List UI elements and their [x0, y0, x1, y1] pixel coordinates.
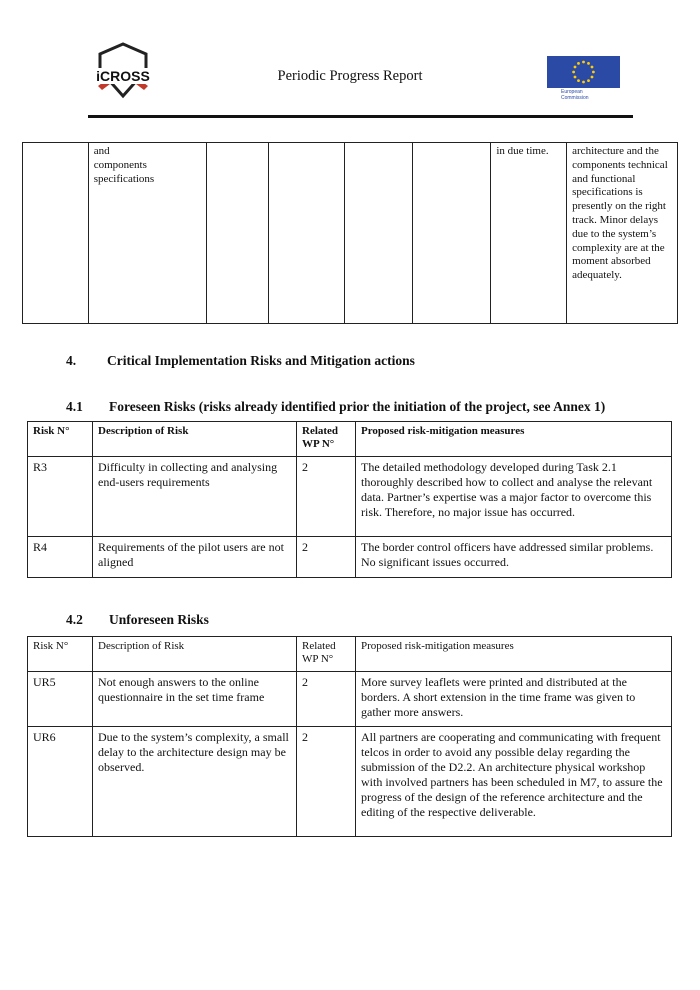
table-cell: R4: [28, 537, 93, 578]
column-header: Description of Risk: [93, 637, 297, 672]
page-header: [0, 0, 700, 125]
column-header: Proposed risk-mitigation measures: [356, 637, 672, 672]
foreseen-risks-table: [27, 421, 672, 578]
table-cell: All partners are cooperating and communicating with frequent telcos in order to avoid any possible delay regarding the submission of the D2.2. An architecture physical workshop with involved partners has been scheduled in M7, to assure the progress of the design of the reference architecture and the editing of the respective deliverable.: [356, 727, 672, 837]
table-cell: UR6: [28, 727, 93, 837]
table-cell: [269, 143, 345, 324]
table-cell: More survey leaflets were printed and distributed at the borders. A short extension in the time frame was given to gather more answers.: [356, 672, 672, 727]
table-row: [28, 727, 672, 837]
section-number: 4.2: [66, 612, 83, 627]
table-cell: Due to the system’s complexity, a small delay to the architecture design may be observed.: [93, 727, 297, 837]
table-cell: Difficulty in collecting and analysing end-users requirements: [93, 457, 297, 537]
column-header: Risk N°: [28, 637, 93, 672]
section-number: 4.1: [66, 399, 83, 414]
document-title: Periodic Progress Report: [277, 68, 423, 84]
unforeseen-risks-table: [27, 636, 672, 837]
table-cell: [344, 143, 412, 324]
table-row: [28, 672, 672, 727]
column-header: Risk N°: [28, 422, 93, 457]
continued-table: [22, 142, 678, 324]
table-cell: 2: [297, 672, 356, 727]
column-header: Related WP N°: [297, 637, 356, 672]
table-cell: 2: [297, 537, 356, 578]
section-title: Critical Implementation Risks and Mitigation actions: [107, 353, 415, 368]
table-cell: The detailed methodology developed during Task 2.1 thoroughly described how to collect and analyse the relevant data. Partner’s expertise was a major factor to overcome this risk. Therefore, no major issue has occurred.: [356, 457, 672, 537]
column-header: Proposed risk-mitigation measures: [356, 422, 672, 457]
eu-commission-logo: [547, 56, 620, 102]
table-cell: in due time.: [491, 143, 567, 324]
table-row: [23, 143, 678, 324]
table-cell: architecture and the components technical and functional specifications is presently on the right track. Minor delays due to the system’s complexity are at the moment absorbed adequately.: [567, 143, 678, 324]
table-cell: R3: [28, 457, 93, 537]
table-cell: UR5: [28, 672, 93, 727]
table-header-row: [28, 422, 672, 457]
section-title: Foreseen Risks (risks already identified prior the initiation of the project, see Annex 1): [109, 399, 606, 414]
table-row: [28, 537, 672, 578]
table-cell: and components specifications: [88, 143, 206, 324]
eu-label-line2: Commission: [561, 95, 589, 101]
table-cell: 2: [297, 727, 356, 837]
table-cell: The border control officers have addressed similar problems. No significant issues occurred.: [356, 537, 672, 578]
eu-flag-icon: [547, 56, 620, 88]
table-header-row: [28, 637, 672, 672]
column-header: Related WP N°: [297, 422, 356, 457]
header-divider: [88, 115, 633, 118]
table-cell: [23, 143, 89, 324]
eu-label-line1: European: [561, 89, 583, 95]
table-row: [28, 457, 672, 537]
logo-text: iCROSS: [96, 68, 150, 84]
table-cell: Requirements of the pilot users are not aligned: [93, 537, 297, 578]
column-header: Description of Risk: [93, 422, 297, 457]
table-cell: [206, 143, 269, 324]
section-title: Unforeseen Risks: [109, 612, 209, 627]
table-cell: [412, 143, 491, 324]
table-cell: Not enough answers to the online questionnaire in the set time frame: [93, 672, 297, 727]
section-number: 4.: [66, 353, 77, 368]
table-cell: 2: [297, 457, 356, 537]
